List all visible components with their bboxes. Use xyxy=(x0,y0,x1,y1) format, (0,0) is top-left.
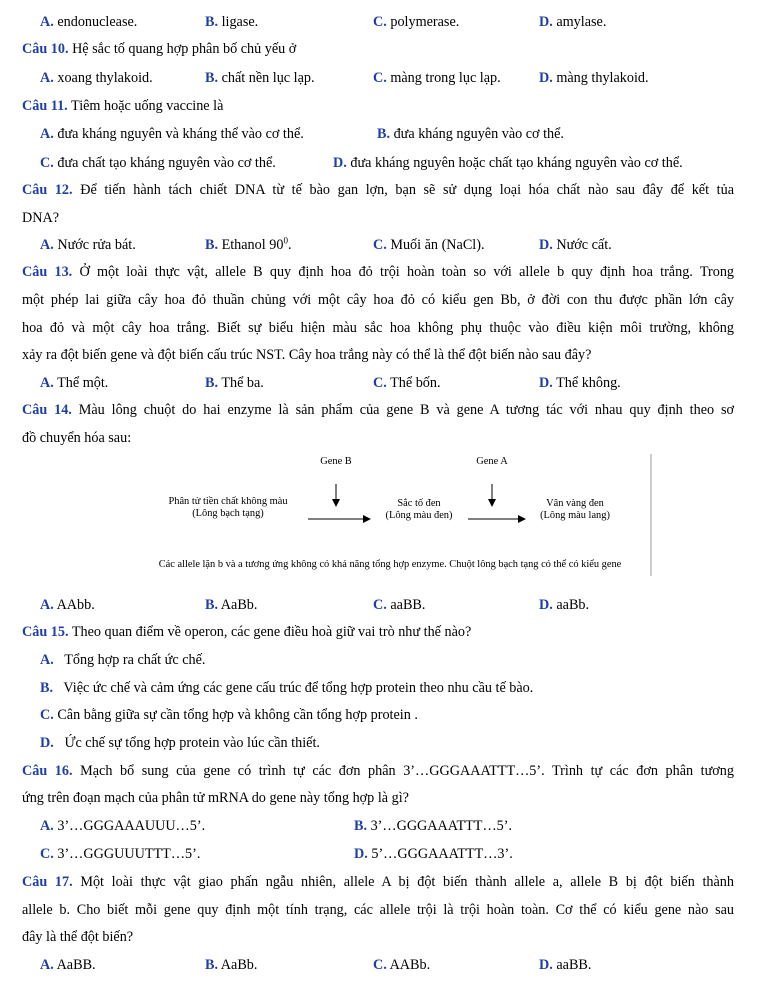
q11-option-b: B. đưa kháng nguyên vào cơ thể. xyxy=(377,126,564,142)
q14-option-d: D. aaBb. xyxy=(539,597,590,613)
q17-option-c: C. AABb. xyxy=(373,957,431,973)
gene-a-label: Gene A xyxy=(476,456,508,467)
q14-option-c: C. aaBB. xyxy=(373,597,426,613)
q17-option-b: B. AaBb. xyxy=(205,957,258,973)
q10-option-b: B. chất nền lục lạp. xyxy=(205,70,315,86)
q15-option-d: D. Ức chế sự tổng hợp protein vào lúc cần thiết. xyxy=(40,735,320,751)
q14-option-a: A. AAbb. xyxy=(40,597,95,613)
black-pigment-node: Sắc tố đen (Lông màu đen) xyxy=(385,498,453,521)
q16-stem-line1: Câu 16. Mạch bổ sung của gene có trình tự các đơn phân 3’…GGGAAATTT…5’. Trình tự các đơn phân tương xyxy=(22,763,734,779)
q12-option-a: A. Nước rửa bát. xyxy=(40,237,136,253)
q13-stem-line1: Câu 13. Ở một loài thực vật, allele B quy định hoa đỏ trội hoàn toàn so với allele b quy định hoa trắng. Trong xyxy=(22,264,735,280)
q16-option-c: C. 3’…GGGUUUTTT…5’. xyxy=(40,846,201,862)
q13-option-b: B. Thể ba. xyxy=(205,375,264,391)
q15-option-b: B. Việc ức chế và cảm ứng các gene cấu trúc để tổng hợp protein theo nhu cầu tế bào. xyxy=(40,680,534,696)
q16-stem-line2: ứng trên đoạn mạch của phân tử mRNA do gene này tổng hợp là gì? xyxy=(22,790,409,806)
agouti-node: Vân vàng đen (Lông màu lang) xyxy=(540,498,610,521)
q9-option-b: B. ligase. xyxy=(205,14,259,30)
q14-option-b: B. AaBb. xyxy=(205,597,258,613)
q16-option-a: A. 3’…GGGAAAUUU…5’. xyxy=(40,818,206,834)
q14-stem-line1: Câu 14. Màu lông chuột do hai enzyme là sản phẩm của gene B và gene A tương tác với nhau quy định theo sơ xyxy=(22,402,734,418)
q13-stem-line3: hoa đỏ và một cây hoa trắng. Biết sự biểu hiện màu sắc hoa không phụ thuộc vào điều kiện môi trường, không xyxy=(22,320,734,336)
q12-stem-line1: Câu 12. Để tiến hành tách chiết DNA từ tế bào gan lợn, bạn sẽ sử dụng loại hóa chất nào sau đây để kết tủa xyxy=(22,182,734,198)
q13-stem-line4: xảy ra đột biến gene và đột biến cấu trúc NST. Cây hoa trắng này có thể là thể đột biến nào sau đây? xyxy=(22,347,592,363)
metabolic-pathway-diagram xyxy=(120,452,655,580)
q10-option-d: D. màng thylakoid. xyxy=(539,70,649,86)
q14-stem-line2: đồ chuyển hóa sau: xyxy=(22,430,132,446)
q17-stem-line1: Câu 17. Một loài thực vật giao phấn ngẫu nhiên, allele A bị đột biến thành allele a, allele B bị đột biến thành xyxy=(22,874,734,890)
q17-option-a: A. AaBB. xyxy=(40,957,96,973)
q10-option-c: C. màng trong lục lạp. xyxy=(373,70,501,86)
q9-option-a: A. endonuclease. xyxy=(40,14,138,30)
gene-b-label: Gene B xyxy=(320,456,352,467)
q16-option-d: D. 5’…GGGAAATTT…3’. xyxy=(354,846,513,862)
precursor-node: Phân tử tiền chất không màu (Lông bạch tạng) xyxy=(168,496,288,519)
q15-option-c: C. Cân bằng giữa sự cần tổng hợp và không cần tổng hợp protein . xyxy=(40,707,418,723)
q15-stem: Câu 15. Theo quan điểm về operon, các gene điều hoà giữ vai trò như thế nào? xyxy=(22,624,472,640)
q11-option-d: D. đưa kháng nguyên hoặc chất tạo kháng nguyên vào cơ thể. xyxy=(333,155,683,171)
q17-stem-line2: allele b. Cho biết mỗi gene quy định một tính trạng, các allele trội là trội hoàn toàn. Cơ thể có kiểu gene nào sau xyxy=(22,902,734,918)
q12-option-b: B. Ethanol $90^0$. xyxy=(205,235,292,253)
q11-option-a: A. đưa kháng nguyên và kháng thể vào cơ thể. xyxy=(40,126,304,142)
diagram-caption: Các allele lặn b và a tương ứng không có khả năng tổng hợp enzyme. Chuột lông bạch tạng có thể có kiểu gene xyxy=(158,559,622,570)
q17-stem-line3: đây là thể đột biến? xyxy=(22,929,134,945)
q13-option-a: A. Thể một. xyxy=(40,375,109,391)
q11-stem: Câu 11. Tiêm hoặc uống vaccine là xyxy=(22,98,224,114)
q15-option-a: A. Tổng hợp ra chất ức chế. xyxy=(40,652,206,668)
q10-stem: Câu 10. Hệ sắc tố quang hợp phân bố chủ yếu ở xyxy=(22,41,297,57)
q13-option-c: C. Thể bốn. xyxy=(373,375,441,391)
q16-option-b: B. 3’…GGGAAATTT…5’. xyxy=(354,818,513,834)
q10-option-a: A. xoang thylakoid. xyxy=(40,70,153,86)
q12-option-d: D. Nước cất. xyxy=(539,237,612,253)
q9-option-c: C. polymerase. xyxy=(373,14,460,30)
q12-option-c: C. Muối ăn (NaCl). xyxy=(373,237,485,253)
q13-option-d: D. Thể không. xyxy=(539,375,621,391)
q11-option-c: C. đưa chất tạo kháng nguyên vào cơ thể. xyxy=(40,155,276,171)
q17-option-d: D. aaBB. xyxy=(539,957,592,973)
q12-stem-line2: DNA? xyxy=(22,210,60,226)
q9-option-d: D. amylase. xyxy=(539,14,607,30)
q13-stem-line2: một phép lai giữa cây hoa đỏ thuần chủng với một cây hoa đỏ có kiểu gen Bb, ở đời con thu được phần lớn cây xyxy=(22,292,734,308)
